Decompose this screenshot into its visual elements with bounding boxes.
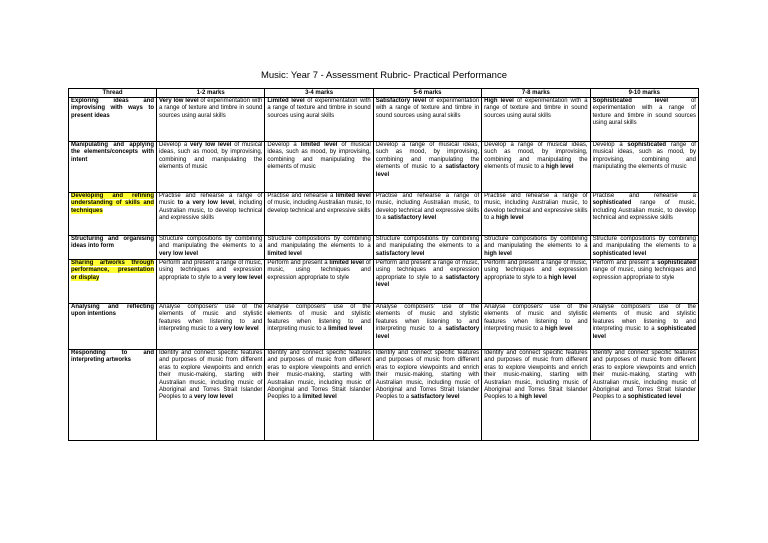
level-keyword: high level [495, 215, 524, 222]
criteria-cell [373, 260, 481, 304]
level-keyword: very low level [194, 394, 234, 401]
criteria-cell [590, 260, 698, 304]
criteria-text: Identify and connect specific features and purposes of music from different eras to explore viewpoints and enrich their music-making, starting with Australian music, including music of Aboriginal and Torres Strait Islander Peoples to a [159, 350, 263, 401]
level-keyword: satisfactory level [375, 326, 480, 340]
rubric-row [69, 98, 699, 142]
level-keyword: sophisticated level [592, 326, 696, 340]
level-keyword: sophisticated [627, 142, 667, 148]
header-9-10-marks: 9-10 marks [590, 89, 698, 98]
criteria-text: of experimentation with a range of texture and timbre in sound sources using aural skills [159, 98, 263, 119]
header-3-4-marks: 3-4 marks [265, 89, 373, 98]
criteria-text: Practise and rehearse a range of music, including Australian music, to develop technical and expressive skills to a [484, 193, 588, 222]
criteria-cell [482, 98, 590, 142]
criteria-cell [373, 304, 481, 350]
level-keyword: high level [545, 164, 574, 171]
criteria-text: of musical ideas, such as mood, by improvising, combining and manipulating the elements of music [267, 142, 371, 171]
rubric-row [69, 260, 699, 304]
criteria-cell [157, 142, 265, 193]
criteria-text: Perform and present a range of music, using techniques and expression appropriate to style to a [375, 260, 480, 281]
criteria-text: Develop a [159, 142, 191, 148]
thread-label: Exploring ideas and improvising with ways to present ideas [71, 98, 154, 119]
level-keyword: satisfactory level [387, 215, 437, 222]
criteria-cell [482, 350, 590, 441]
criteria-text: Practise and rehearse a [592, 193, 696, 199]
level-keyword: satisfactory level [375, 274, 480, 289]
criteria-text: range of music, using techniques and expression appropriate to style [592, 267, 696, 281]
criteria-text: range of musical ideas, such as mood, by improvising, combining and manipulating the elements of music [592, 142, 696, 171]
level-keyword: high level [544, 326, 573, 333]
level-keyword: limited level [328, 326, 363, 333]
criteria-cell [373, 193, 481, 236]
level-keyword: high level [519, 394, 547, 401]
criteria-text: Analyse composers' use of the elements of music and stylistic features when listening to and interpreting music to a [375, 304, 480, 333]
criteria-cell [373, 142, 481, 193]
criteria-text: range of music, including Australian music, to develop technical and expressive skills [592, 200, 696, 222]
criteria-text: Practise and rehearse a [267, 193, 336, 199]
criteria-text: Analyse composers' use of the elements of music and stylistic features when listening to and interpreting music to a [592, 304, 696, 333]
criteria-text: Structure compositions by combining and manipulating the elements to a [592, 236, 696, 250]
criteria-cell [157, 260, 265, 304]
criteria-text: Perform and present a range of music, using techniques and expression appropriate to style to a [159, 260, 263, 281]
level-keyword: Very low level [159, 98, 199, 104]
criteria-text: Perform and present a [592, 260, 658, 266]
level-keyword: high level [548, 274, 577, 281]
level-keyword: limited level [267, 250, 302, 257]
criteria-cell [373, 98, 481, 142]
thread-cell [69, 304, 157, 350]
rubric-row [69, 350, 699, 441]
criteria-cell [157, 350, 265, 441]
criteria-cell [482, 236, 590, 260]
criteria-text: Practise and rehearse a range of music, including Australian music, to develop technical and expressive skills to a [375, 193, 480, 222]
header-5-6-marks: 5-6 marks [373, 89, 481, 98]
thread-cell [69, 193, 157, 236]
level-keyword: Limited level [267, 98, 305, 104]
criteria-text: Analyse composers' use of the elements of music and stylistic features when listening to and interpreting music to a [484, 304, 588, 333]
criteria-cell [373, 350, 481, 441]
criteria-text: Identify and connect specific features and purposes of music from different eras to explore viewpoints and enrich their music-making, starting with Australian music, including music of Aboriginal and Torres Strait Islander Peoples to a [267, 350, 371, 401]
criteria-cell [157, 193, 265, 236]
criteria-text: Practise and rehearse a range of music [159, 193, 263, 207]
criteria-text: of experimentation with a range of texture and timbre in sound sources using aural skills [375, 98, 480, 119]
thread-label: Sharing artworks through performance, presentation or display [71, 260, 154, 281]
thread-cell [69, 236, 157, 260]
criteria-cell [265, 304, 373, 350]
level-keyword: very low level [223, 274, 263, 281]
level-keyword: limited level [329, 260, 364, 266]
criteria-text: of experimentation with a range of texture and timbre in sound sources using aural skills [484, 98, 588, 119]
level-keyword: very low level [190, 142, 232, 148]
criteria-cell [590, 304, 698, 350]
rubric-row [69, 142, 699, 193]
thread-label: Responding to and interpreting artworks [71, 350, 154, 364]
criteria-cell [590, 193, 698, 236]
criteria-cell [590, 350, 698, 441]
criteria-text: Perform and present a [267, 260, 330, 266]
criteria-text: Develop a range of musical ideas, such as mood, by improvising, combining and manipulating the elements of music to a [375, 142, 480, 171]
level-keyword: satisfactory level [375, 164, 480, 178]
criteria-cell [265, 193, 373, 236]
criteria-text: Identify and connect specific features and purposes of music from different eras to explore viewpoints and enrich their music-making, starting with Australian music, including music of Aboriginal and Torres Strait Islander Peoples to a [375, 350, 480, 401]
criteria-text: Analyse composers' use of the elements of music and stylistic features when listening to and interpreting music to a [159, 304, 263, 333]
header-row [69, 89, 699, 98]
criteria-text: Identify and connect specific features and purposes of music from different eras to explore viewpoints and enrich their music-making, starting with Australian music, including music of Aboriginal and Torres Strait Islander Peoples to a [484, 350, 588, 401]
criteria-text: Structure compositions by combining and manipulating the elements to a [375, 236, 480, 250]
criteria-cell [265, 142, 373, 193]
level-keyword: Satisfactory level [375, 98, 427, 104]
criteria-text: Identify and connect specific features and purposes of music from different eras to explore viewpoints and enrich their music-making, starting with Australian music, including music of Aboriginal and Torres Strait Islander Peoples to a [592, 350, 696, 401]
thread-cell [69, 260, 157, 304]
criteria-cell [265, 98, 373, 142]
criteria-cell [590, 98, 698, 142]
rubric-row [69, 193, 699, 236]
thread-cell [69, 98, 157, 142]
criteria-text: Develop a range of musical ideas, such as mood, by improvising, combining and manipulating the elements of music to a [484, 142, 588, 171]
criteria-cell [157, 236, 265, 260]
level-keyword: sophisticated [592, 200, 632, 207]
criteria-cell [265, 260, 373, 304]
header-1-2-marks: 1-2 marks [157, 89, 265, 98]
criteria-cell [482, 260, 590, 304]
criteria-text: of musical ideas, such as mood, by improvising, combining and manipulating the elements of music [159, 142, 263, 171]
criteria-cell [482, 142, 590, 193]
level-keyword: satisfactory level [375, 250, 425, 257]
rubric-table [68, 88, 699, 441]
criteria-cell [482, 304, 590, 350]
criteria-text: of music, including Australian music, to develop technical and expressive skills [267, 200, 371, 214]
criteria-cell [265, 350, 373, 441]
level-keyword: High level [484, 98, 514, 104]
criteria-cell [590, 236, 698, 260]
thread-label: Analysing and reflecting upon intentions [71, 304, 154, 318]
level-keyword: sophisticated [657, 260, 696, 266]
thread-cell [69, 142, 157, 193]
criteria-text: Structure compositions by combining and manipulating the elements to a [267, 236, 371, 250]
level-keyword: limited level [335, 193, 371, 199]
criteria-text: of music, using techniques and expression appropriate to style [267, 260, 371, 281]
criteria-text: , including Australian music, to develop technical and expressive skills [159, 200, 263, 222]
criteria-text: Structure compositions by combining and manipulating the elements to a [159, 236, 263, 250]
criteria-text: Develop a [267, 142, 301, 148]
document-title: Music: Year 7 - Assessment Rubric- Practical Performance [260, 70, 508, 81]
level-keyword: limited level [300, 142, 338, 148]
header-7-8-marks: 7-8 marks [482, 89, 590, 98]
criteria-cell [373, 236, 481, 260]
rubric-row [69, 304, 699, 350]
level-keyword: Sophisticated level [592, 98, 669, 104]
level-keyword: sophisticated level [592, 250, 647, 257]
thread-label: Manipulating and applying the elements/concepts with intent [71, 142, 154, 163]
level-keyword: to a very low level [177, 200, 235, 207]
level-keyword: very low level [219, 326, 259, 333]
level-keyword: sophisticated level [627, 394, 682, 401]
criteria-cell [157, 98, 265, 142]
criteria-cell [265, 236, 373, 260]
criteria-text: Perform and present a range of music, using techniques and expression appropriate to style to a [484, 260, 588, 281]
thread-label: Structuring and organising ideas into form [71, 236, 154, 250]
criteria-text: of experimentation with a range of texture and timbre in sound sources using aural skills [592, 98, 696, 127]
header-thread: Thread [69, 89, 157, 98]
thread-cell [69, 350, 157, 441]
criteria-text: Develop a [592, 142, 628, 148]
level-keyword: very low level [159, 250, 199, 257]
level-keyword: satisfactory level [410, 394, 460, 401]
criteria-cell [590, 142, 698, 193]
criteria-text: Analyse composers' use of the elements of music and stylistic features when listening to and interpreting music to a [267, 304, 371, 333]
level-keyword: limited level [302, 394, 337, 401]
level-keyword: high level [484, 250, 512, 257]
rubric-row [69, 236, 699, 260]
criteria-cell [157, 304, 265, 350]
thread-label: Developing and refining understanding of skills and techniques [71, 193, 154, 214]
criteria-cell [482, 193, 590, 236]
criteria-text: Structure compositions by combining and manipulating the elements to a [484, 236, 588, 250]
criteria-text: of experimentation with a range of texture and timbre in sound sources using aural skills [267, 98, 371, 119]
